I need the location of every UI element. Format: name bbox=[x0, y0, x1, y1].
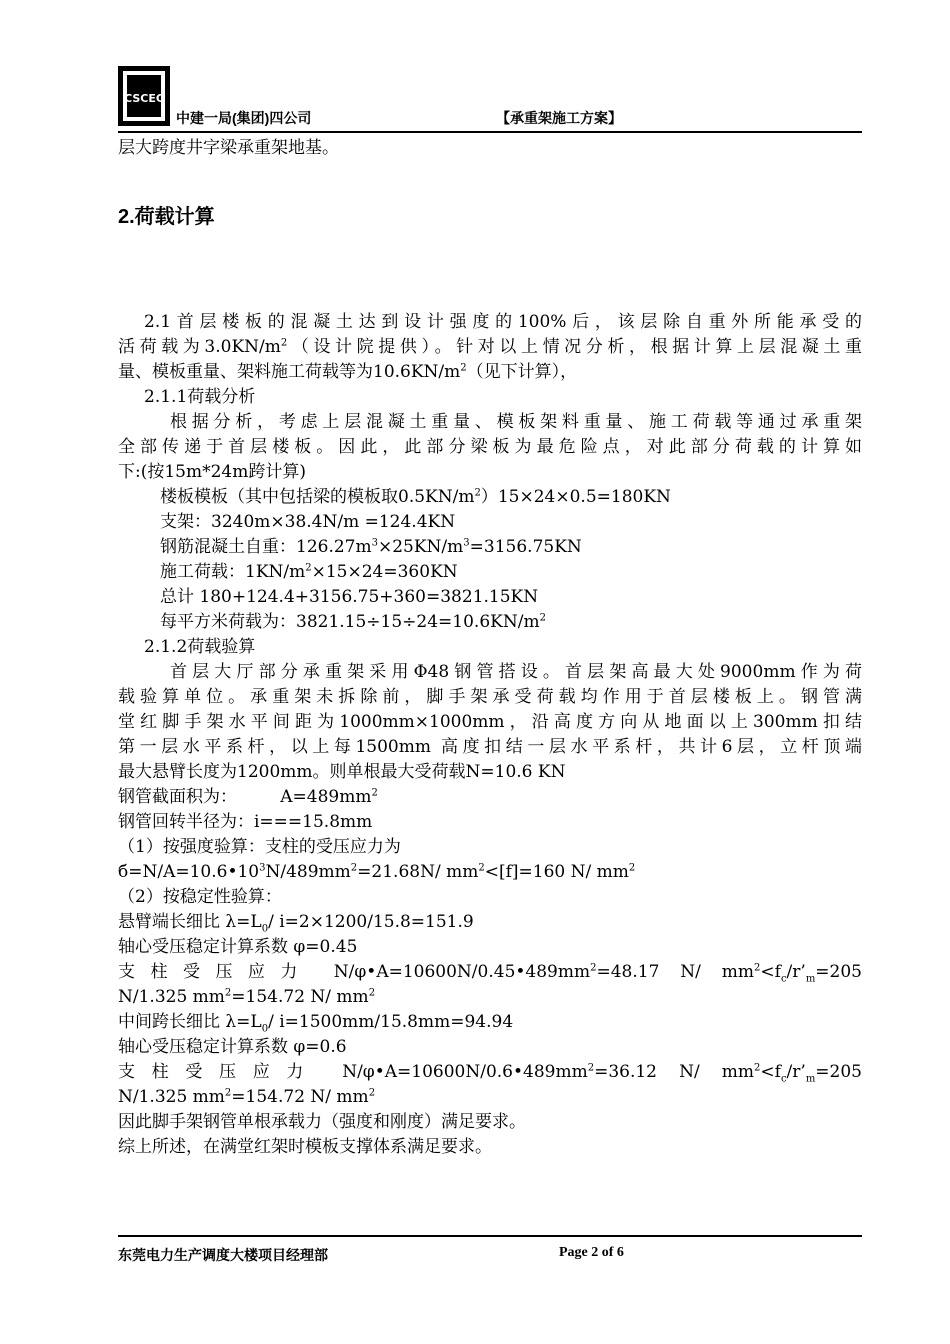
calc-line: $б=N/A=10.6•10^3N/489mm^2=21.68N/$ $mm^2<[f]=160$ N/ $mm^2$ bbox=[118, 862, 636, 882]
footer-rule bbox=[118, 1235, 862, 1237]
calc-line: 支架：3240m×38.4N/m =124.4KN bbox=[160, 512, 456, 532]
calc-line: N/1.325 $mm^2=154.72$ N/ $mm^2$ bbox=[118, 987, 376, 1007]
footer-project: 东莞电力生产调度大楼项目经理部 bbox=[118, 1247, 328, 1263]
calc-line: （2）按稳定性验算： bbox=[118, 887, 282, 907]
calc-line: 轴心受压稳定计算系数 φ=0.6 bbox=[118, 1037, 347, 1057]
paragraph-line: 2.1首层楼板的混凝土达到设计强度的100%后，该层除自重外所能承受的 bbox=[144, 312, 862, 332]
calc-line: 支柱受压应力 $N/\varphi•A=10600N/0.6•489mm^2=36.12$ N/ $mm^2<f_c/r’_m=205$ bbox=[118, 1062, 862, 1085]
page-header bbox=[118, 66, 862, 132]
calc-line: （1）按强度验算：支柱的受压应力为 bbox=[118, 837, 401, 857]
paragraph-line: 首层大厅部分承重架采用Φ48钢管搭设。首层架高最大处9000mm作为荷 bbox=[170, 662, 862, 682]
document-title: 【承重架施工方案】 bbox=[496, 110, 622, 126]
paragraph-line: 第一层水平系杆，以上每1500mm 高度扣结一层水平系杆，共计6层，立杆顶端 bbox=[118, 737, 862, 757]
cscec-logo-icon bbox=[118, 66, 170, 126]
paragraph-line: 全部传递于首层楼板。因此，此部分梁板为最危险点，对此部分荷载的计算如 bbox=[118, 437, 862, 457]
conclusion-line: 因此脚手架钢管单根承载力（强度和刚度）满足要求。 bbox=[118, 1112, 526, 1132]
calc-line: 钢管回转半径为：i===15.8mm bbox=[118, 812, 373, 832]
paragraph-line: 载验算单位。承重架未拆除前，脚手架承受荷载均作用于首层楼板上。钢管满 bbox=[118, 687, 862, 707]
paragraph-line: 最大悬臂长度为1200mm。则单根最大受荷载N=10.6 KN bbox=[118, 762, 566, 782]
paragraph-line: 下:(按15m*24m跨计算) bbox=[118, 462, 306, 482]
paragraph-line: 活荷载为$3.0KN/m^2$（设计院提供）。针对以上情况分析，根据计算上层混凝土重 bbox=[118, 337, 862, 357]
logo-text: CSCEC bbox=[124, 92, 164, 105]
calc-line: 支柱受压应力 $N/\varphi•A=10600N/0.45•489mm^2=48.17$ N/ $mm^2<f_c/r’_m=205$ bbox=[118, 962, 862, 985]
calc-line: 悬臂端长细比 $\lambda=L_0/$ i=2×1200/15.8=151.9 bbox=[118, 912, 474, 935]
calc-line: 总计 180+124.4+3156.75+360=3821.15KN bbox=[160, 587, 539, 607]
text-line: 层大跨度井字梁承重架地基。 bbox=[118, 138, 339, 158]
paragraph-line: 堂红脚手架水平间距为1000mm×1000mm，沿高度方向从地面以上300mm扣结 bbox=[118, 712, 862, 732]
calc-line: 中间跨长细比 $\lambda=L_0/$ i=1500mm/15.8mm=94.94 bbox=[118, 1012, 514, 1035]
paragraph-line: 量、模板重量、架料施工荷载等为$10.6KN/m^2$（见下计算）， bbox=[118, 362, 578, 382]
calc-line: 轴心受压稳定计算系数 φ=0.45 bbox=[118, 937, 358, 957]
calc-line: 施工荷载：$1KN/m^2\times 15\times 24=360KN$ bbox=[160, 562, 458, 582]
calc-line: 每平方米荷载为：$3821.15\div 15\div 24=10.6KN/m^2$ bbox=[160, 612, 546, 632]
calc-line: 楼板模板（其中包括梁的模板取$0.5KN/m^2)15\times 24\times 0.5=180KN$ bbox=[160, 487, 671, 507]
header-rule bbox=[118, 131, 862, 133]
company-name: 中建一局(集团)四公司 bbox=[176, 110, 312, 126]
page-number: Page 2 of 6 bbox=[559, 1245, 624, 1260]
subsection-heading: 2.1.2荷载验算 bbox=[144, 637, 256, 657]
section-heading: 2.荷载计算 bbox=[118, 206, 215, 228]
document-body bbox=[118, 136, 862, 1160]
conclusion-line: 综上所述，在满堂红架时模板支撑体系满足要求。 bbox=[118, 1137, 492, 1157]
calc-line: N/1.325 $mm^2=154.72$ N/ $mm^2$ bbox=[118, 1087, 376, 1107]
paragraph-line: 根据分析，考虑上层混凝土重量、模板架料重量、施工荷载等通过承重架 bbox=[170, 412, 862, 432]
calc-line: 钢筋混凝土自重：$126.27m^3\times 25KN/m^3=3156.75KN$ bbox=[160, 537, 582, 557]
calc-line: 钢管截面积为： $A=489mm^2$ bbox=[118, 787, 378, 807]
subsection-heading: 2.1.1荷载分析 bbox=[144, 387, 256, 407]
